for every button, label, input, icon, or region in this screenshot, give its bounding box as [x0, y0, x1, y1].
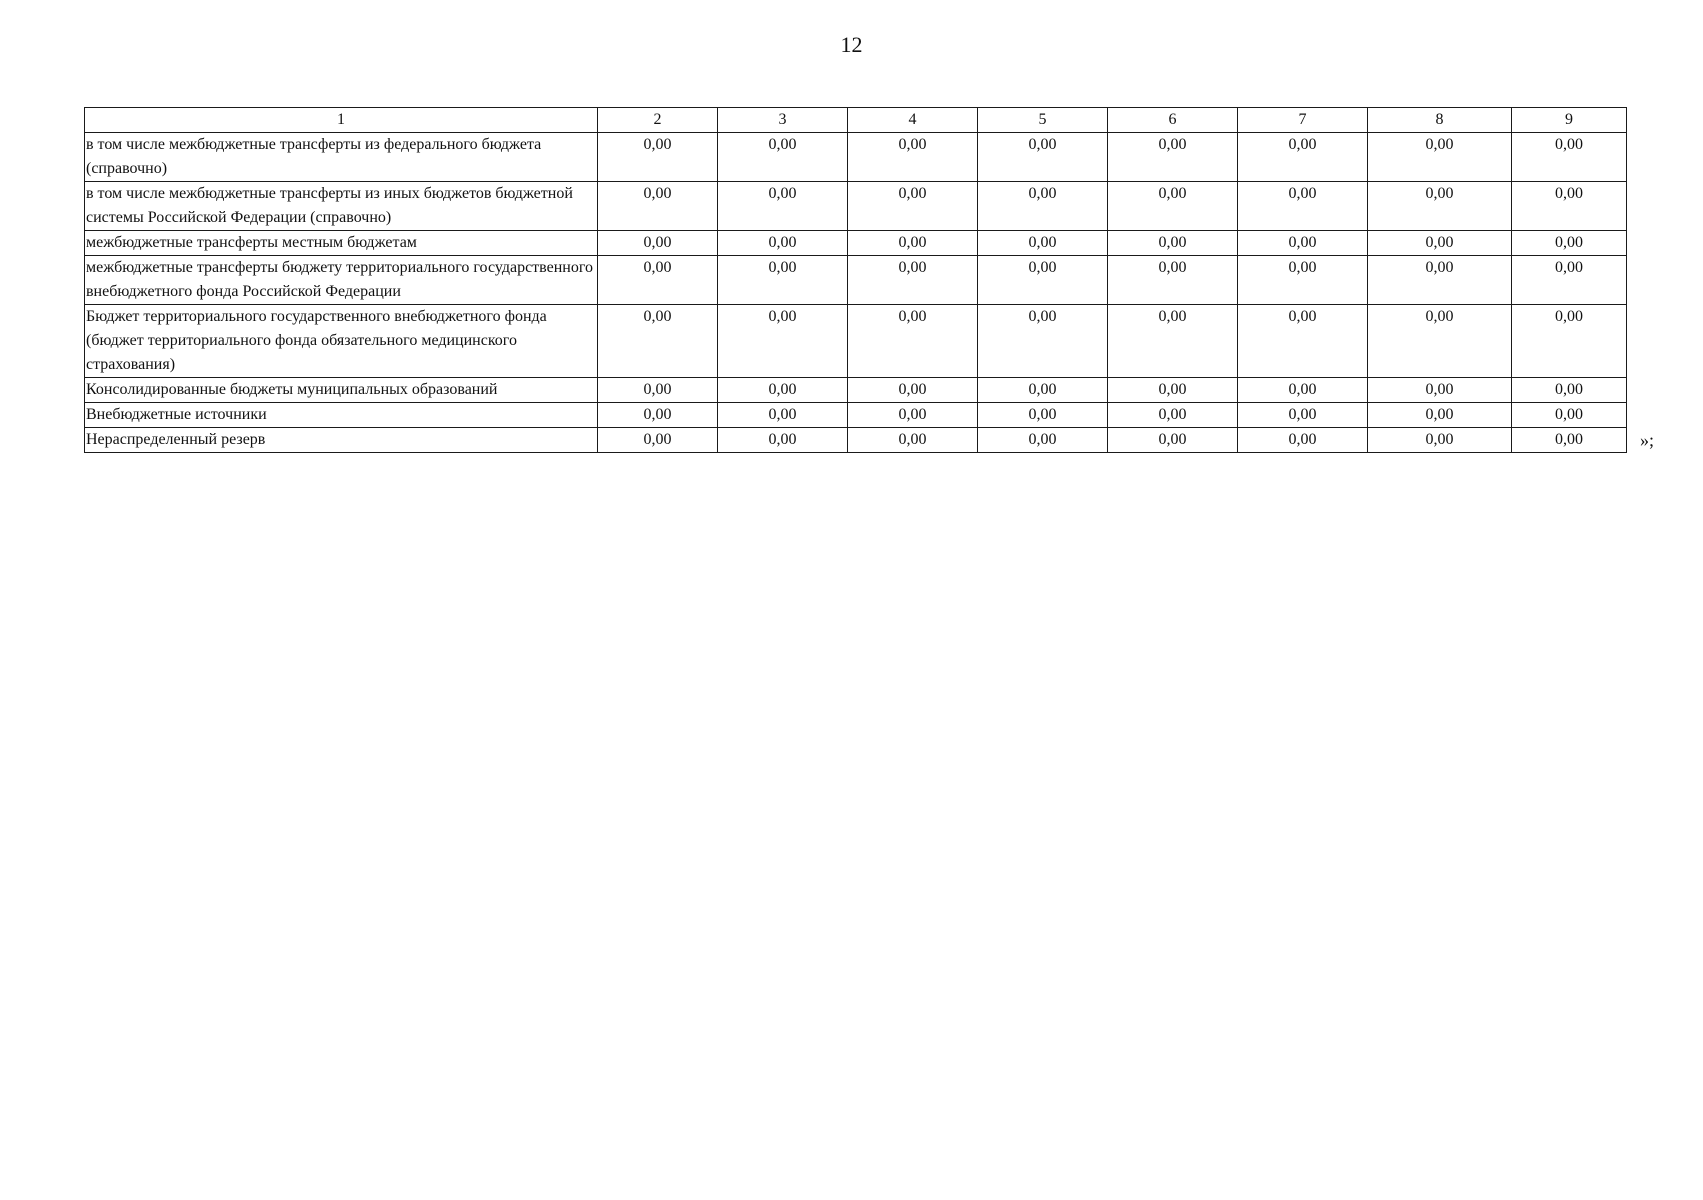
- value-cell: 0,00: [978, 378, 1108, 403]
- value-cell: 0,00: [848, 256, 978, 305]
- value-cell: 0,00: [1238, 403, 1368, 428]
- value-cell: 0,00: [1368, 182, 1512, 231]
- value-cell: 0,00: [1512, 403, 1627, 428]
- value-cell: 0,00: [718, 403, 848, 428]
- value-cell: 0,00: [1512, 428, 1627, 453]
- value-cell: 0,00: [848, 428, 978, 453]
- value-cell: 0,00: [848, 378, 978, 403]
- value-cell: 0,00: [1512, 256, 1627, 305]
- column-number-header: 4: [848, 108, 978, 133]
- value-cell: 0,00: [598, 305, 718, 378]
- column-number-header: 5: [978, 108, 1108, 133]
- column-number-header: 2: [598, 108, 718, 133]
- value-cell: 0,00: [1512, 231, 1627, 256]
- column-number-header: 6: [1108, 108, 1238, 133]
- value-cell: 0,00: [718, 231, 848, 256]
- column-number-header: 8: [1368, 108, 1512, 133]
- row-label: межбюджетные трансферты бюджету территориального государственного внебюджетного фонда Российской Федерации: [85, 256, 598, 305]
- row-label: в том числе межбюджетные трансферты из федерального бюджета (справочно): [85, 133, 598, 182]
- value-cell: 0,00: [718, 305, 848, 378]
- value-cell: 0,00: [1238, 378, 1368, 403]
- budget-table: [84, 107, 1627, 453]
- value-cell: 0,00: [718, 428, 848, 453]
- row-label: Бюджет территориального государственного внебюджетного фонда (бюджет территориального фонда обязательного медицинского страхования): [85, 305, 598, 378]
- row-label: Консолидированные бюджеты муниципальных образований: [85, 378, 598, 403]
- value-cell: 0,00: [1238, 133, 1368, 182]
- value-cell: 0,00: [1512, 378, 1627, 403]
- value-cell: 0,00: [848, 133, 978, 182]
- value-cell: 0,00: [1108, 378, 1238, 403]
- value-cell: 0,00: [848, 403, 978, 428]
- value-cell: 0,00: [848, 231, 978, 256]
- value-cell: 0,00: [598, 428, 718, 453]
- value-cell: 0,00: [718, 133, 848, 182]
- value-cell: 0,00: [978, 403, 1108, 428]
- value-cell: 0,00: [1512, 133, 1627, 182]
- value-cell: 0,00: [978, 133, 1108, 182]
- column-number-header: 9: [1512, 108, 1627, 133]
- value-cell: 0,00: [598, 378, 718, 403]
- value-cell: 0,00: [978, 231, 1108, 256]
- closing-quote-mark: »;: [1640, 430, 1655, 450]
- table-row: [85, 403, 1627, 428]
- column-number-header: 7: [1238, 108, 1368, 133]
- row-label: межбюджетные трансферты местным бюджетам: [85, 231, 598, 256]
- value-cell: 0,00: [978, 305, 1108, 378]
- value-cell: 0,00: [1368, 256, 1512, 305]
- value-cell: 0,00: [978, 182, 1108, 231]
- row-label: в том числе межбюджетные трансферты из иных бюджетов бюджетной системы Российской Федерации (справочно): [85, 182, 598, 231]
- value-cell: 0,00: [1108, 133, 1238, 182]
- value-cell: 0,00: [598, 403, 718, 428]
- table-header-row: [85, 108, 1627, 133]
- table-row: [85, 378, 1627, 403]
- value-cell: 0,00: [1108, 231, 1238, 256]
- value-cell: 0,00: [1108, 403, 1238, 428]
- table-row: [85, 428, 1627, 453]
- value-cell: 0,00: [598, 133, 718, 182]
- table-row: [85, 231, 1627, 256]
- column-number-header: 3: [718, 108, 848, 133]
- value-cell: 0,00: [1368, 305, 1512, 378]
- row-label: Внебюджетные источники: [85, 403, 598, 428]
- column-number-header: 1: [85, 108, 598, 133]
- row-label: Нераспределенный резерв: [85, 428, 598, 453]
- value-cell: 0,00: [1108, 305, 1238, 378]
- value-cell: 0,00: [1368, 378, 1512, 403]
- table-row: [85, 256, 1627, 305]
- value-cell: 0,00: [1108, 256, 1238, 305]
- value-cell: 0,00: [1368, 403, 1512, 428]
- value-cell: 0,00: [978, 256, 1108, 305]
- value-cell: 0,00: [718, 378, 848, 403]
- table-row: [85, 305, 1627, 378]
- table-row: [85, 182, 1627, 231]
- value-cell: 0,00: [1512, 305, 1627, 378]
- value-cell: 0,00: [1108, 182, 1238, 231]
- value-cell: 0,00: [598, 256, 718, 305]
- page-number: 12: [840, 32, 863, 57]
- value-cell: 0,00: [1108, 428, 1238, 453]
- value-cell: 0,00: [598, 182, 718, 231]
- value-cell: 0,00: [718, 182, 848, 231]
- value-cell: 0,00: [978, 428, 1108, 453]
- value-cell: 0,00: [1238, 305, 1368, 378]
- value-cell: 0,00: [848, 182, 978, 231]
- value-cell: 0,00: [1368, 231, 1512, 256]
- value-cell: 0,00: [1368, 428, 1512, 453]
- value-cell: 0,00: [1238, 256, 1368, 305]
- value-cell: 0,00: [1512, 182, 1627, 231]
- value-cell: 0,00: [1238, 182, 1368, 231]
- value-cell: 0,00: [718, 256, 848, 305]
- value-cell: 0,00: [598, 231, 718, 256]
- value-cell: 0,00: [1238, 231, 1368, 256]
- table-row: [85, 133, 1627, 182]
- value-cell: 0,00: [848, 305, 978, 378]
- value-cell: 0,00: [1368, 133, 1512, 182]
- value-cell: 0,00: [1238, 428, 1368, 453]
